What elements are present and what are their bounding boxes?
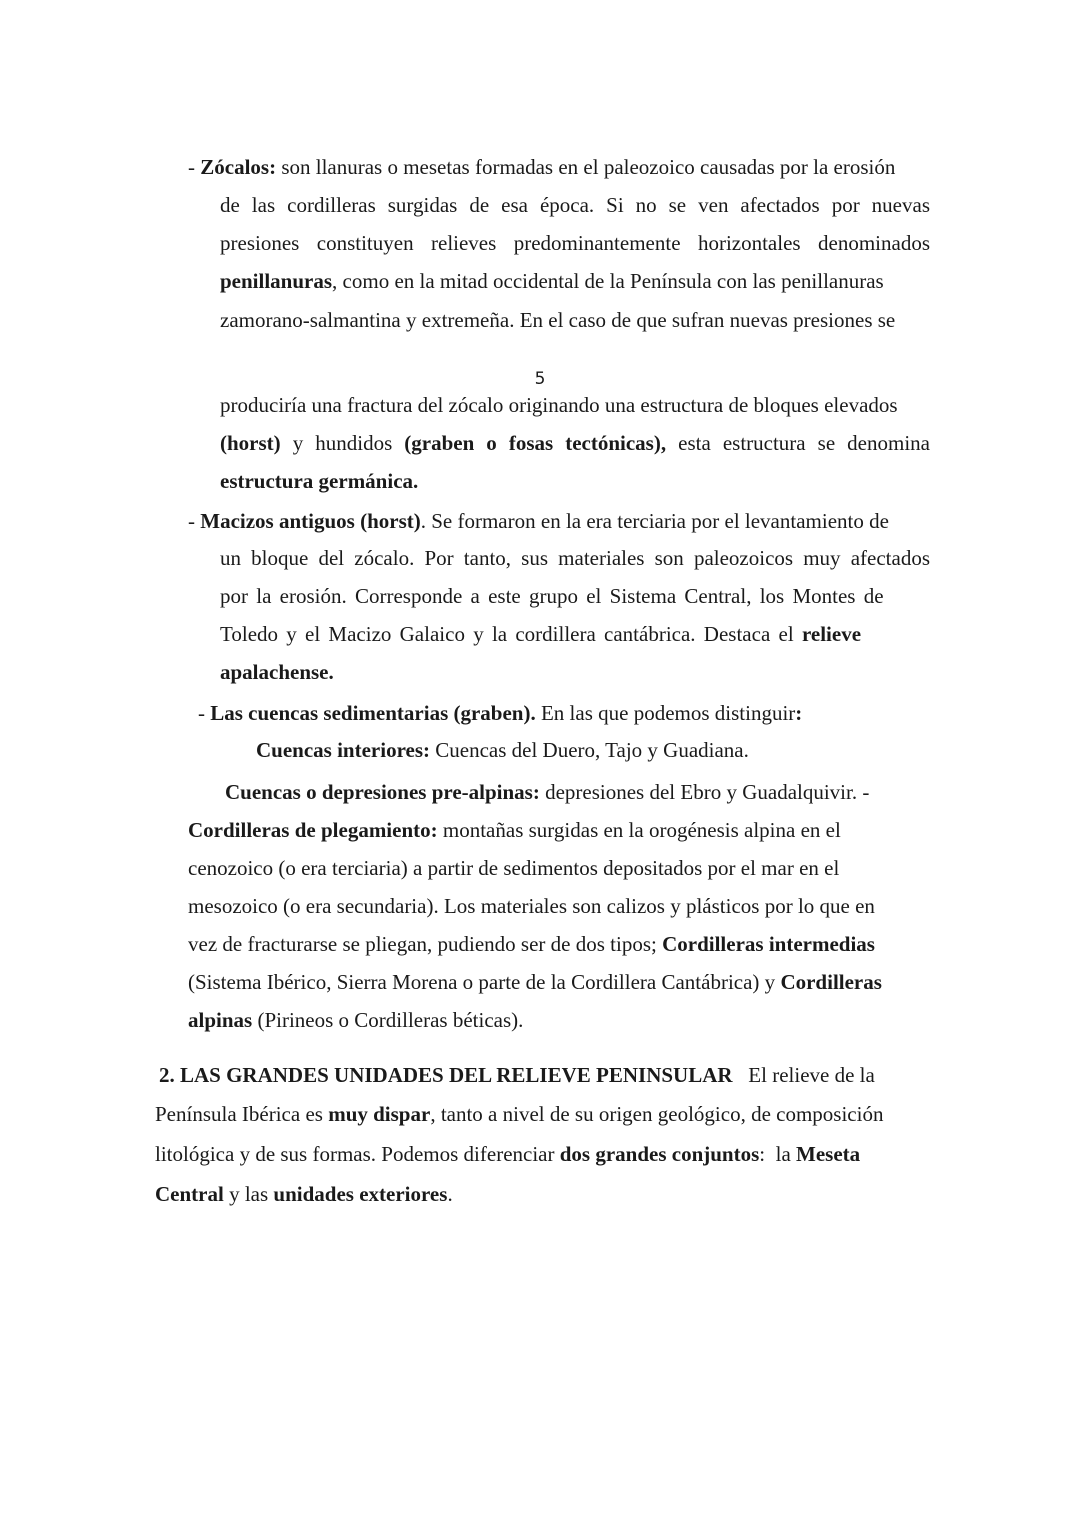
cuencas-term: Las cuencas sedimentarias (graben).: [210, 701, 536, 725]
zocalos-line-7: (horst) y hundidos (graben o fosas tectónicas), esta estructura se denomina: [220, 431, 930, 455]
zocalos-line-2: de las cordilleras surgidas de esa época. Si no se ven afectados por nuevas: [220, 193, 930, 217]
macizos-term: Macizos antiguos (horst): [200, 509, 421, 533]
zocalos-line-4: penillanuras, como en la mitad occidental de la Península con las penillanuras: [220, 269, 884, 293]
cordilleras-line-5: (Sistema Ibérico, Sierra Morena o parte de la Cordillera Cantábrica) y Cordilleras: [188, 970, 882, 994]
macizos-line-3: por la erosión. Corresponde a este grupo el Sistema Central, los Montes de: [220, 584, 884, 608]
macizos-line-4: Toledo y el Macizo Galaico y la cordillera cantábrica. Destaca el relieve: [220, 622, 862, 646]
zocalos-line-6: produciría una fractura del zócalo originando una estructura de bloques elevados: [220, 393, 898, 417]
section2-heading: 2. LAS GRANDES UNIDADES DEL RELIEVE PENINSULAR: [159, 1063, 733, 1087]
macizos-line-5: apalachense.: [220, 660, 334, 684]
cordilleras-line-3: mesozoico (o era secundaria). Los materiales son calizos y plásticos por lo que en: [188, 894, 875, 918]
zocalos-line-8: estructura germánica.: [220, 469, 419, 493]
zocalos-line-1: - Zócalos: son llanuras o mesetas formadas en el paleozoico causadas por la erosión: [188, 155, 896, 179]
section2-line-3: litológica y de sus formas. Podemos diferenciar dos grandes conjuntos: la Meseta: [155, 1142, 861, 1166]
section2-line-4: Central y las unidades exteriores.: [155, 1182, 453, 1206]
zocalos-term: Zócalos:: [200, 155, 277, 179]
cuencas-line-1: - Las cuencas sedimentarias (graben). En las que podemos distinguir:: [198, 701, 803, 725]
cuencas-interiores: Cuencas interiores: Cuencas del Duero, Tajo y Guadiana.: [256, 738, 749, 762]
cordilleras-line-1: Cordilleras de plegamiento: montañas surgidas en la orogénesis alpina en el: [188, 818, 841, 842]
zocalos-line-3: presiones constituyen relieves predominantemente horizontales denominados: [220, 231, 930, 255]
section2-line-1: 2. LAS GRANDES UNIDADES DEL RELIEVE PENINSULAR El relieve de la: [159, 1063, 875, 1087]
zocalos-line-5: zamorano-salmantina y extremeña. En el caso de que sufran nuevas presiones se: [220, 308, 896, 332]
cordilleras-line-4: vez de fracturarse se pliegan, pudiendo ser de dos tipos; Cordilleras intermedias: [188, 932, 875, 956]
section2-line-2: Península Ibérica es muy dispar, tanto a nivel de su origen geológico, de composición: [155, 1102, 884, 1126]
cordilleras-term: Cordilleras de plegamiento:: [188, 818, 438, 842]
page-number: 5: [534, 369, 546, 389]
cordilleras-line-6: alpinas (Pirineos o Cordilleras béticas).: [188, 1008, 524, 1032]
cuencas-prealpinas: Cuencas o depresiones pre-alpinas: depresiones del Ebro y Guadalquivir. -: [225, 780, 870, 804]
macizos-line-1: - Macizos antiguos (horst). Se formaron en la era terciaria por el levantamiento de: [188, 509, 889, 533]
macizos-line-2: un bloque del zócalo. Por tanto, sus materiales son paleozoicos muy afectados: [220, 546, 930, 570]
cordilleras-line-2: cenozoico (o era terciaria) a partir de sedimentos depositados por el mar en el: [188, 856, 840, 880]
